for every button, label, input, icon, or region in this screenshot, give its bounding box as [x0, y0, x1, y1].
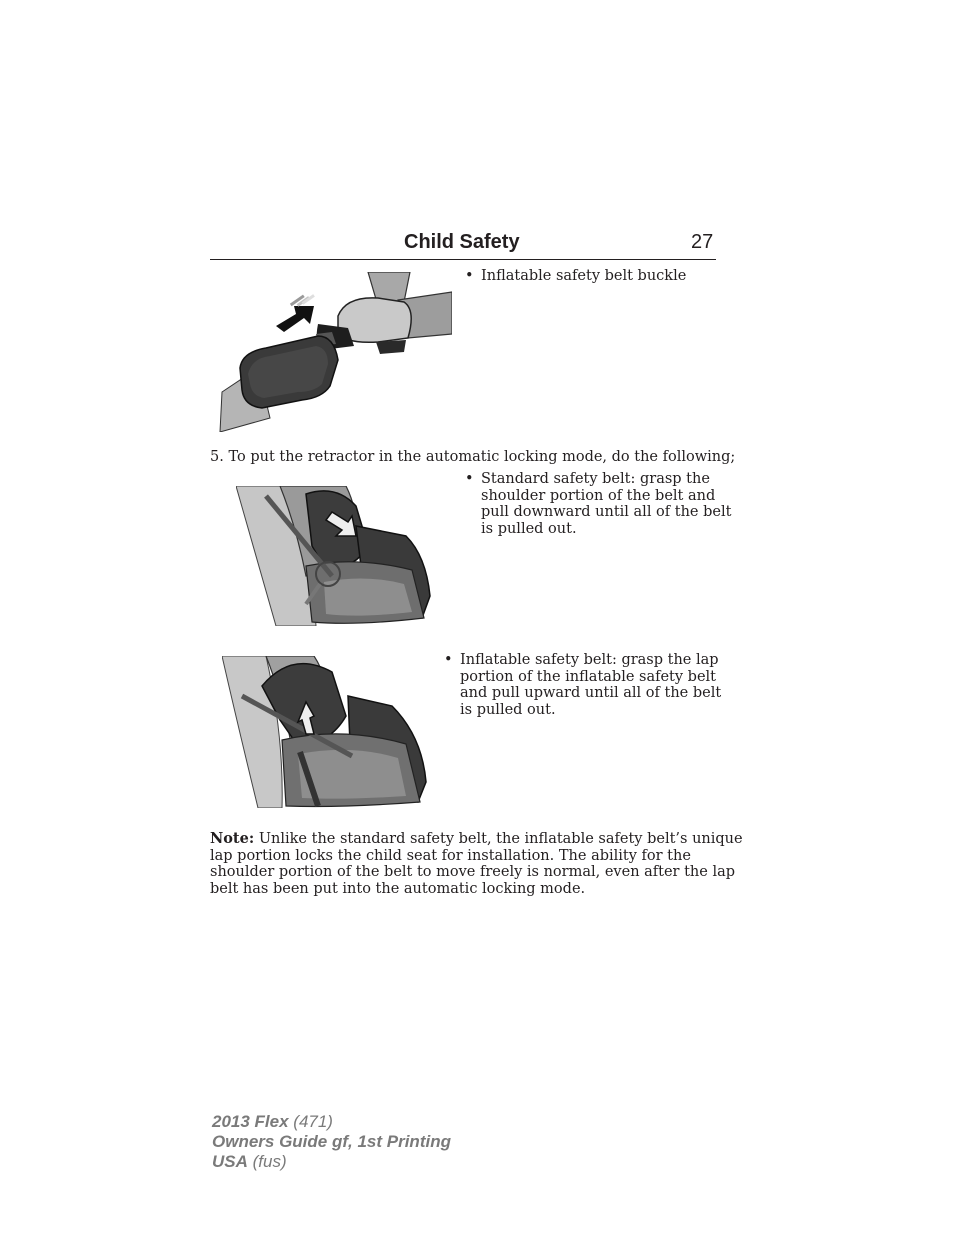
footer-market: USA — [212, 1152, 248, 1171]
bullet-line: Inflatable safety belt: grasp the lap — [460, 652, 719, 668]
bullet-line: portion of the inflatable safety belt — [460, 668, 717, 685]
bullet-line: and pull upward until all of the belt — [460, 685, 722, 701]
note-line: shoulder portion of the belt to move freely is normal, even after the lap — [210, 864, 736, 880]
bullet-line: Standard safety belt: grasp the — [481, 471, 710, 487]
standard-belt-illustration — [236, 486, 432, 626]
bullet-line: pull downward until all of the belt — [481, 504, 732, 520]
bullet-text: Inflatable safety belt buckle — [481, 268, 687, 284]
inflatable-belt-illustration — [222, 656, 428, 808]
bullet-dot: • — [465, 471, 474, 487]
note-line: belt has been put into the automatic locking mode. — [210, 880, 586, 897]
note-line: Unlike the standard safety belt, the inflatable safety belt’s unique — [258, 831, 743, 847]
page-number: 27 — [691, 231, 714, 253]
header-rule — [210, 259, 716, 260]
note-paragraph — [210, 831, 743, 897]
footer-model: 2013 Flex — [212, 1112, 289, 1131]
bullet-dot: • — [465, 268, 474, 284]
note-line: lap portion locks the child seat for installation. The ability for the — [210, 847, 691, 864]
bullet-dot: • — [444, 652, 453, 668]
footer-market-code: (fus) — [247, 1152, 287, 1171]
bullet-line: shoulder portion of the belt and — [481, 487, 716, 504]
note-label: Note: — [210, 830, 255, 847]
footer-model-code: (471) — [288, 1112, 333, 1131]
bullet-line: is pulled out. — [481, 520, 577, 537]
footer-guide: Owners Guide gf, 1st Printing — [212, 1132, 451, 1151]
section-title: Child Safety — [404, 231, 520, 253]
buckle-illustration — [218, 272, 452, 432]
footer — [212, 1112, 451, 1172]
step-5-text: 5. To put the retractor in the automatic locking mode, do the following; — [210, 449, 736, 465]
bullet-line: is pulled out. — [460, 701, 556, 718]
